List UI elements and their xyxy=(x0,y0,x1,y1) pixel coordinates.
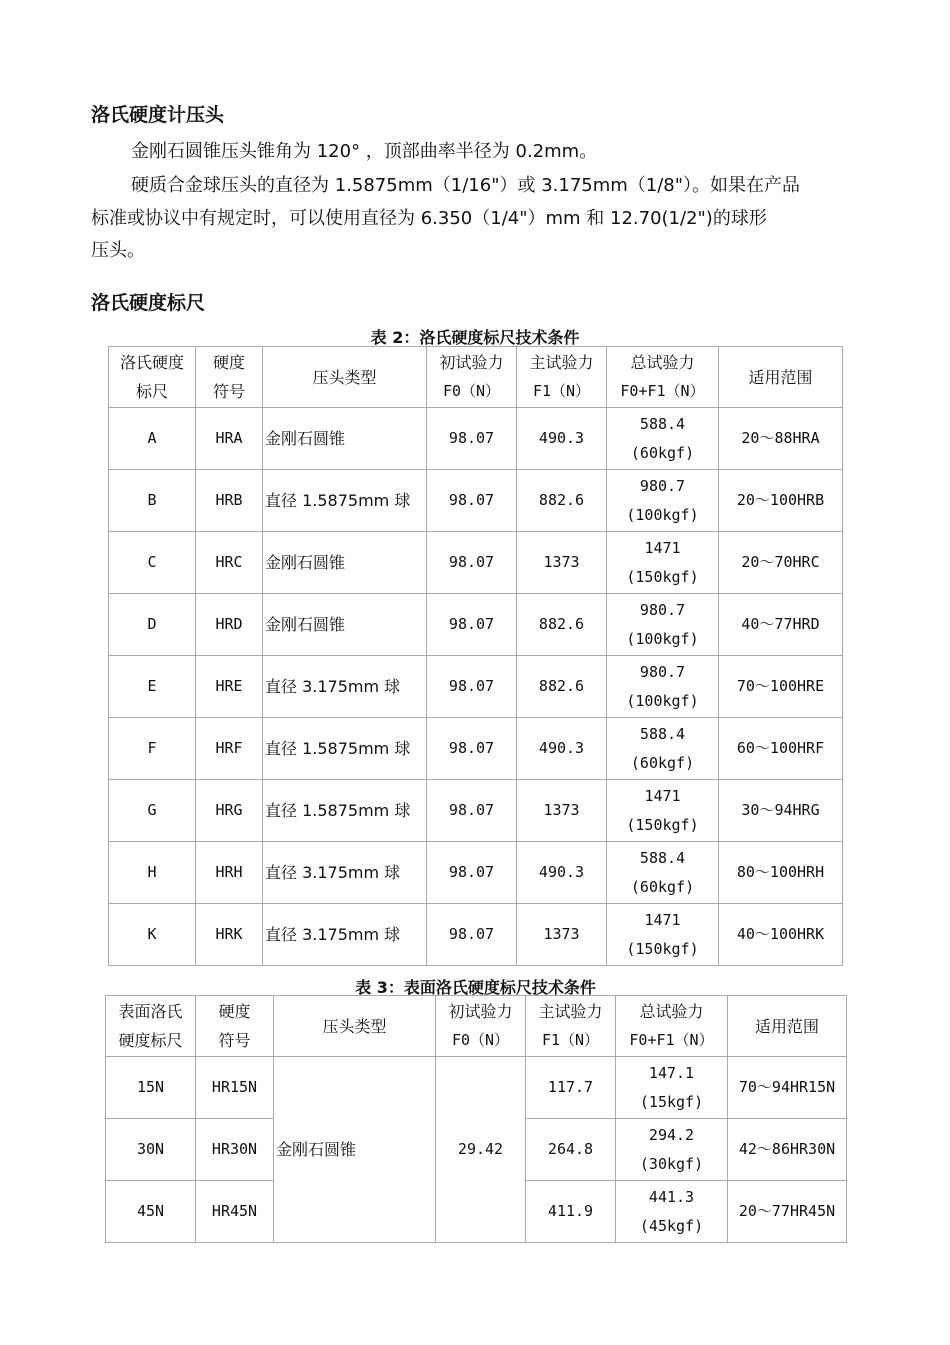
header-label: 洛氏硬度 xyxy=(119,353,184,372)
table3-header-cell xyxy=(106,996,196,1057)
scale-cell-text: K xyxy=(147,925,157,943)
range-cell xyxy=(728,1057,847,1119)
table2-header-cell xyxy=(196,347,263,408)
scale-cell-text: 30N xyxy=(136,1140,165,1158)
indenter-cell-text: 直径 1.5875mm 球 xyxy=(265,801,411,820)
header-sublabel: F0+F1（N） xyxy=(629,1031,714,1049)
range-cell xyxy=(728,1181,847,1243)
table-row xyxy=(109,594,843,656)
scale-cell xyxy=(106,1181,196,1243)
total-force-kgf: (30kgf) xyxy=(639,1154,704,1173)
header-sublabel: 符号 xyxy=(218,1031,251,1050)
table2-header-cell xyxy=(427,347,517,408)
main-force-cell-text: 490.3 xyxy=(538,739,585,757)
symbol-cell-text: HRB xyxy=(215,491,243,509)
header-label: 硬度 xyxy=(212,353,245,372)
table2-body xyxy=(109,408,843,966)
symbol-cell xyxy=(196,408,263,470)
scale-cell-text: G xyxy=(147,801,157,819)
paragraph-ball-line3: 压头。 xyxy=(91,240,145,261)
initial-force-cell xyxy=(427,408,517,470)
total-force-value: 980.7 xyxy=(639,662,686,681)
range-cell-text: 40～77HRD xyxy=(741,615,820,633)
symbol-cell-text: HRA xyxy=(215,429,243,447)
table3-caption: 表 3：表面洛氏硬度标尺技术条件 xyxy=(355,978,596,997)
range-cell-text: 20～70HRC xyxy=(741,553,820,571)
indenter-cell xyxy=(263,780,427,842)
table3-header-row xyxy=(106,996,847,1057)
indenter-cell xyxy=(263,408,427,470)
header-sublabel: F0+F1（N） xyxy=(620,382,705,400)
header-label: 适用范围 xyxy=(754,1016,819,1036)
table2-header-cell xyxy=(607,347,719,408)
total-force-kgf: (100kgf) xyxy=(626,691,699,710)
scale-cell-text: E xyxy=(147,677,157,695)
header-sublabel: 硬度标尺 xyxy=(118,1031,183,1050)
range-cell-text: 40～100HRK xyxy=(736,925,825,943)
table3-header xyxy=(106,996,847,1057)
main-force-cell xyxy=(517,408,607,470)
main-force-cell-text: 490.3 xyxy=(538,429,585,447)
table2-caption: 表 2：洛氏硬度标尺技术条件 xyxy=(370,328,580,347)
paragraph-diamond-cone: 金刚石圆锥压头锥角为 120° ，顶部曲率半径为 0.2mm。 xyxy=(131,141,598,162)
table3-header-cell xyxy=(526,996,616,1057)
initial-force-cell xyxy=(427,594,517,656)
total-force-kgf: (100kgf) xyxy=(626,505,699,524)
total-force-kgf: (150kgf) xyxy=(626,939,699,958)
paragraph-ball-line1: 硬质合金球压头的直径为 1.5875mm（1/16"）或 3.175mm（1/8"）。如果在产品 xyxy=(131,175,801,196)
main-force-cell xyxy=(517,532,607,594)
table2-header-cell xyxy=(109,347,196,408)
indenter-cell xyxy=(263,718,427,780)
initial-force-cell xyxy=(427,656,517,718)
total-force-kgf: (100kgf) xyxy=(626,629,699,648)
range-cell-text: 20～88HRA xyxy=(741,429,820,447)
total-force-value: 1471 xyxy=(644,786,681,805)
scale-cell-text: D xyxy=(147,615,157,633)
scale-cell xyxy=(106,1057,196,1119)
total-force-kgf: (60kgf) xyxy=(630,443,695,462)
total-force-cell xyxy=(616,1057,728,1119)
scale-cell xyxy=(109,780,196,842)
indenter-cell-text: 金刚石圆锥 xyxy=(265,553,346,572)
initial-force-cell xyxy=(427,718,517,780)
range-cell xyxy=(719,718,843,780)
total-force-cell xyxy=(616,1181,728,1243)
total-force-value: 1471 xyxy=(644,538,681,557)
header-label: 主试验力 xyxy=(538,1002,603,1021)
main-force-cell xyxy=(526,1057,616,1119)
total-force-value: 441.3 xyxy=(648,1187,695,1206)
total-force-cell xyxy=(607,656,719,718)
total-force-value: 588.4 xyxy=(639,848,686,867)
total-force-cell xyxy=(607,904,719,966)
initial-force-cell-text: 98.07 xyxy=(448,677,495,695)
table3-body xyxy=(106,1057,847,1243)
symbol-cell xyxy=(196,594,263,656)
section-title-indenter: 洛氏硬度计压头 xyxy=(91,104,225,126)
symbol-cell xyxy=(196,842,263,904)
main-force-cell-text: 1373 xyxy=(543,925,580,943)
symbol-cell xyxy=(196,470,263,532)
table3-header-cell xyxy=(274,996,436,1057)
header-label: 总试验力 xyxy=(630,353,695,372)
table3-header-cell xyxy=(616,996,728,1057)
scale-cell-text: 15N xyxy=(136,1078,165,1096)
main-force-cell xyxy=(526,1119,616,1181)
main-force-cell-text: 117.7 xyxy=(547,1078,594,1096)
scale-cell xyxy=(109,408,196,470)
initial-force-cell xyxy=(427,532,517,594)
initial-force-cell-text: 98.07 xyxy=(448,863,495,881)
table3-header-cell xyxy=(436,996,526,1057)
indenter-cell xyxy=(263,532,427,594)
total-force-cell xyxy=(607,780,719,842)
initial-force-cell-text: 98.07 xyxy=(448,739,495,757)
main-force-cell xyxy=(517,904,607,966)
table-row xyxy=(109,842,843,904)
indenter-cell-text: 直径 1.5875mm 球 xyxy=(265,739,411,758)
table-row xyxy=(109,656,843,718)
symbol-cell-text: HR15N xyxy=(211,1078,258,1096)
section-title-scales: 洛氏硬度标尺 xyxy=(91,292,206,314)
indenter-cell-text: 金刚石圆锥 xyxy=(265,429,346,448)
header-sublabel: F1（N） xyxy=(541,1031,600,1049)
symbol-cell-text: HRF xyxy=(215,739,243,757)
total-force-kgf: (150kgf) xyxy=(626,567,699,586)
symbol-cell xyxy=(196,656,263,718)
table-row xyxy=(106,1057,847,1119)
symbol-cell-text: HR30N xyxy=(211,1140,258,1158)
initial-force-cell-text: 98.07 xyxy=(448,801,495,819)
total-force-value: 294.2 xyxy=(648,1125,695,1144)
total-force-cell xyxy=(607,532,719,594)
indenter-cell xyxy=(263,656,427,718)
symbol-cell-text: HRE xyxy=(215,677,243,695)
table-row xyxy=(109,718,843,780)
total-force-kgf: (60kgf) xyxy=(630,877,695,896)
range-cell xyxy=(719,470,843,532)
range-cell-text: 70～94HR15N xyxy=(738,1078,836,1096)
scale-cell xyxy=(109,718,196,780)
initial-force-cell-text: 98.07 xyxy=(448,553,495,571)
symbol-cell-text: HRG xyxy=(215,801,243,819)
scale-cell xyxy=(109,656,196,718)
range-cell-text: 30～94HRG xyxy=(741,801,820,819)
header-label: 硬度 xyxy=(218,1002,251,1021)
table2-header-cell xyxy=(517,347,607,408)
range-cell xyxy=(719,780,843,842)
indenter-cell-text: 金刚石圆锥 xyxy=(265,615,346,634)
main-force-cell xyxy=(517,718,607,780)
total-force-value: 1471 xyxy=(644,910,681,929)
indenter-cell xyxy=(263,470,427,532)
scale-cell-text: A xyxy=(147,429,157,447)
initial-force-cell xyxy=(427,842,517,904)
main-force-cell-text: 264.8 xyxy=(547,1140,594,1158)
indenter-cell xyxy=(263,904,427,966)
main-force-cell-text: 1373 xyxy=(543,553,580,571)
range-cell-text: 60～100HRF xyxy=(736,739,825,757)
symbol-cell-text: HRC xyxy=(215,553,243,571)
main-force-cell-text: 411.9 xyxy=(547,1202,594,1220)
range-cell-text: 42～86HR30N xyxy=(738,1140,836,1158)
total-force-cell xyxy=(607,470,719,532)
header-sublabel: 符号 xyxy=(212,382,245,401)
total-force-cell xyxy=(607,594,719,656)
indenter-cell-text: 直径 3.175mm 球 xyxy=(265,925,401,944)
initial-force-cell xyxy=(427,780,517,842)
symbol-cell xyxy=(196,1057,274,1119)
symbol-cell xyxy=(196,780,263,842)
total-force-value: 980.7 xyxy=(639,476,686,495)
symbol-cell-text: HRH xyxy=(215,863,243,881)
table2-header-row xyxy=(109,347,843,408)
scale-cell-text: C xyxy=(147,553,157,571)
range-cell xyxy=(719,904,843,966)
total-force-value: 980.7 xyxy=(639,600,686,619)
total-force-cell xyxy=(607,718,719,780)
range-cell xyxy=(719,408,843,470)
table2-header xyxy=(109,347,843,408)
total-force-value: 588.4 xyxy=(639,414,686,433)
header-label: 压头类型 xyxy=(312,367,377,387)
scale-cell xyxy=(109,594,196,656)
initial-force-cell xyxy=(436,1057,526,1243)
table2-header-cell xyxy=(719,347,843,408)
table-row xyxy=(109,408,843,470)
main-force-cell xyxy=(517,470,607,532)
table-row xyxy=(109,532,843,594)
total-force-cell xyxy=(607,408,719,470)
header-sublabel: F1（N） xyxy=(532,382,591,400)
symbol-cell-text: HRK xyxy=(215,925,243,943)
header-sublabel: F0（N） xyxy=(442,382,501,400)
table-row xyxy=(109,904,843,966)
scale-cell xyxy=(109,532,196,594)
range-cell xyxy=(719,594,843,656)
total-force-cell xyxy=(607,842,719,904)
table2 xyxy=(108,346,843,966)
symbol-cell xyxy=(196,904,263,966)
table3 xyxy=(105,995,847,1243)
initial-force-cell-text: 98.07 xyxy=(448,491,495,509)
total-force-kgf: (60kgf) xyxy=(630,753,695,772)
total-force-kgf: (150kgf) xyxy=(626,815,699,834)
range-cell-text: 80～100HRH xyxy=(736,863,825,881)
initial-force-cell-text: 98.07 xyxy=(448,925,495,943)
indenter-cell xyxy=(274,1057,436,1243)
total-force-cell xyxy=(616,1119,728,1181)
table3-header-cell xyxy=(728,996,847,1057)
header-label: 表面洛氏 xyxy=(118,1002,183,1021)
total-force-value: 147.1 xyxy=(648,1063,695,1082)
header-label: 适用范围 xyxy=(748,367,813,387)
indenter-cell-text: 直径 3.175mm 球 xyxy=(265,863,401,882)
main-force-cell-text: 490.3 xyxy=(538,863,585,881)
total-force-kgf: (45kgf) xyxy=(639,1216,704,1235)
symbol-cell xyxy=(196,532,263,594)
paragraph-ball-line2: 标准或协议中有规定时，可以使用直径为 6.350（1/4"）mm 和 12.70(1/2")的球形 xyxy=(91,208,767,229)
scale-cell-text: B xyxy=(147,491,157,509)
scale-cell xyxy=(109,842,196,904)
indenter-cell-text: 金刚石圆锥 xyxy=(276,1140,357,1159)
scale-cell-text: F xyxy=(147,739,157,757)
initial-force-cell-text: 29.42 xyxy=(457,1140,504,1158)
header-label: 压头类型 xyxy=(322,1016,387,1036)
header-label: 总试验力 xyxy=(639,1002,704,1021)
symbol-cell xyxy=(196,1119,274,1181)
indenter-cell xyxy=(263,842,427,904)
scale-cell-text: 45N xyxy=(136,1202,165,1220)
range-cell-text: 20～77HR45N xyxy=(738,1202,836,1220)
header-label: 初试验力 xyxy=(439,353,504,372)
symbol-cell-text: HRD xyxy=(215,615,243,633)
main-force-cell xyxy=(526,1181,616,1243)
range-cell-text: 70～100HRE xyxy=(736,677,825,695)
table2-header-cell xyxy=(263,347,427,408)
table3-header-cell xyxy=(196,996,274,1057)
initial-force-cell-text: 98.07 xyxy=(448,429,495,447)
indenter-cell-text: 直径 3.175mm 球 xyxy=(265,677,401,696)
range-cell xyxy=(719,842,843,904)
main-force-cell-text: 1373 xyxy=(543,801,580,819)
symbol-cell xyxy=(196,718,263,780)
scale-cell-text: H xyxy=(147,863,157,881)
scale-cell xyxy=(109,904,196,966)
range-cell xyxy=(719,532,843,594)
range-cell xyxy=(728,1119,847,1181)
main-force-cell-text: 882.6 xyxy=(538,677,585,695)
scale-cell xyxy=(106,1119,196,1181)
scale-cell xyxy=(109,470,196,532)
initial-force-cell xyxy=(427,470,517,532)
range-cell-text: 20～100HRB xyxy=(736,491,825,509)
main-force-cell xyxy=(517,842,607,904)
main-force-cell xyxy=(517,780,607,842)
header-label: 初试验力 xyxy=(448,1002,513,1021)
header-label: 主试验力 xyxy=(529,353,594,372)
indenter-cell xyxy=(263,594,427,656)
symbol-cell xyxy=(196,1181,274,1243)
header-sublabel: 标尺 xyxy=(135,382,168,401)
main-force-cell-text: 882.6 xyxy=(538,615,585,633)
initial-force-cell xyxy=(427,904,517,966)
range-cell xyxy=(719,656,843,718)
total-force-kgf: (15kgf) xyxy=(639,1092,704,1111)
total-force-value: 588.4 xyxy=(639,724,686,743)
table-row xyxy=(109,780,843,842)
initial-force-cell-text: 98.07 xyxy=(448,615,495,633)
main-force-cell xyxy=(517,656,607,718)
header-sublabel: F0（N） xyxy=(451,1031,510,1049)
indenter-cell-text: 直径 1.5875mm 球 xyxy=(265,491,411,510)
table-row xyxy=(109,470,843,532)
symbol-cell-text: HR45N xyxy=(211,1202,258,1220)
main-force-cell xyxy=(517,594,607,656)
main-force-cell-text: 882.6 xyxy=(538,491,585,509)
